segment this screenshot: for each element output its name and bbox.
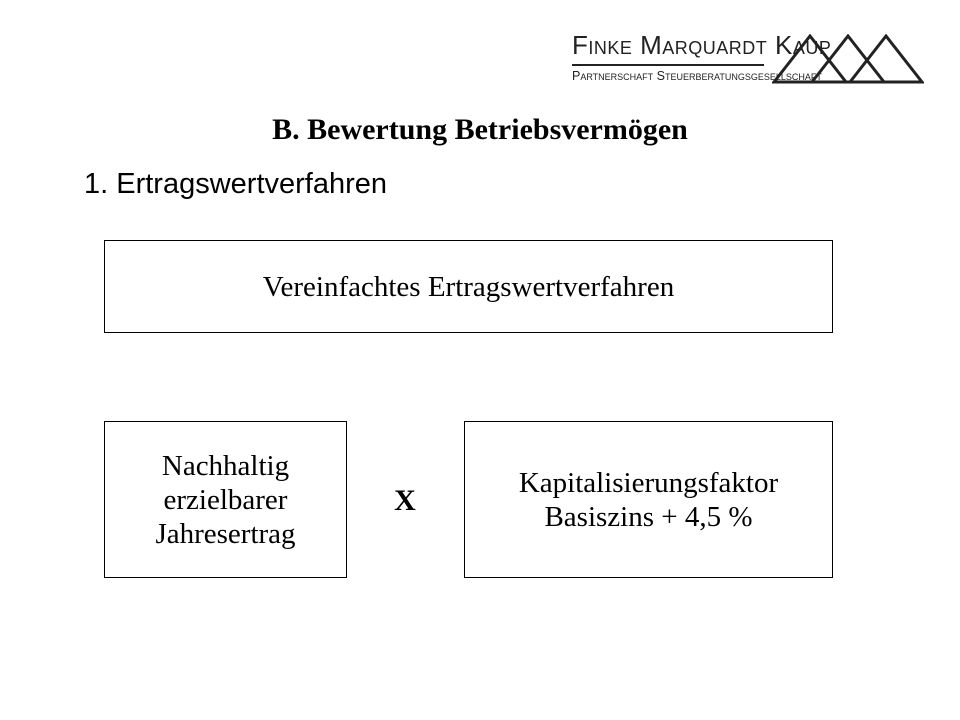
box-right-line: Basiszins + 4,5 % xyxy=(544,500,753,533)
box-left-line: erzielbarer xyxy=(163,483,288,516)
box-sustainable-annual-yield xyxy=(104,421,347,578)
box-simplified-income-method xyxy=(104,240,833,333)
box-capitalization-factor xyxy=(464,421,833,578)
box-simplified-income-method-label: Vereinfachtes Ertragswertverfahren xyxy=(262,270,675,303)
logo-divider xyxy=(572,64,764,66)
subtitle: 1. Ertragswertverfahren xyxy=(84,168,388,200)
logo-firm-subtitle: Partnerschaft Steuerberatungsgesellschaft xyxy=(572,69,822,83)
logo-firm-name: Finke Marquardt Kaup xyxy=(572,30,832,60)
multiplication-operator: X xyxy=(394,484,416,517)
section-title: B. Bewertung Betriebsvermögen xyxy=(272,113,688,146)
triangle-logo-icon xyxy=(772,34,924,84)
box-right-line: Kapitalisierungsfaktor xyxy=(518,466,779,499)
box-left-line: Jahresertrag xyxy=(155,517,296,550)
box-left-line: Nachhaltig xyxy=(161,449,290,482)
